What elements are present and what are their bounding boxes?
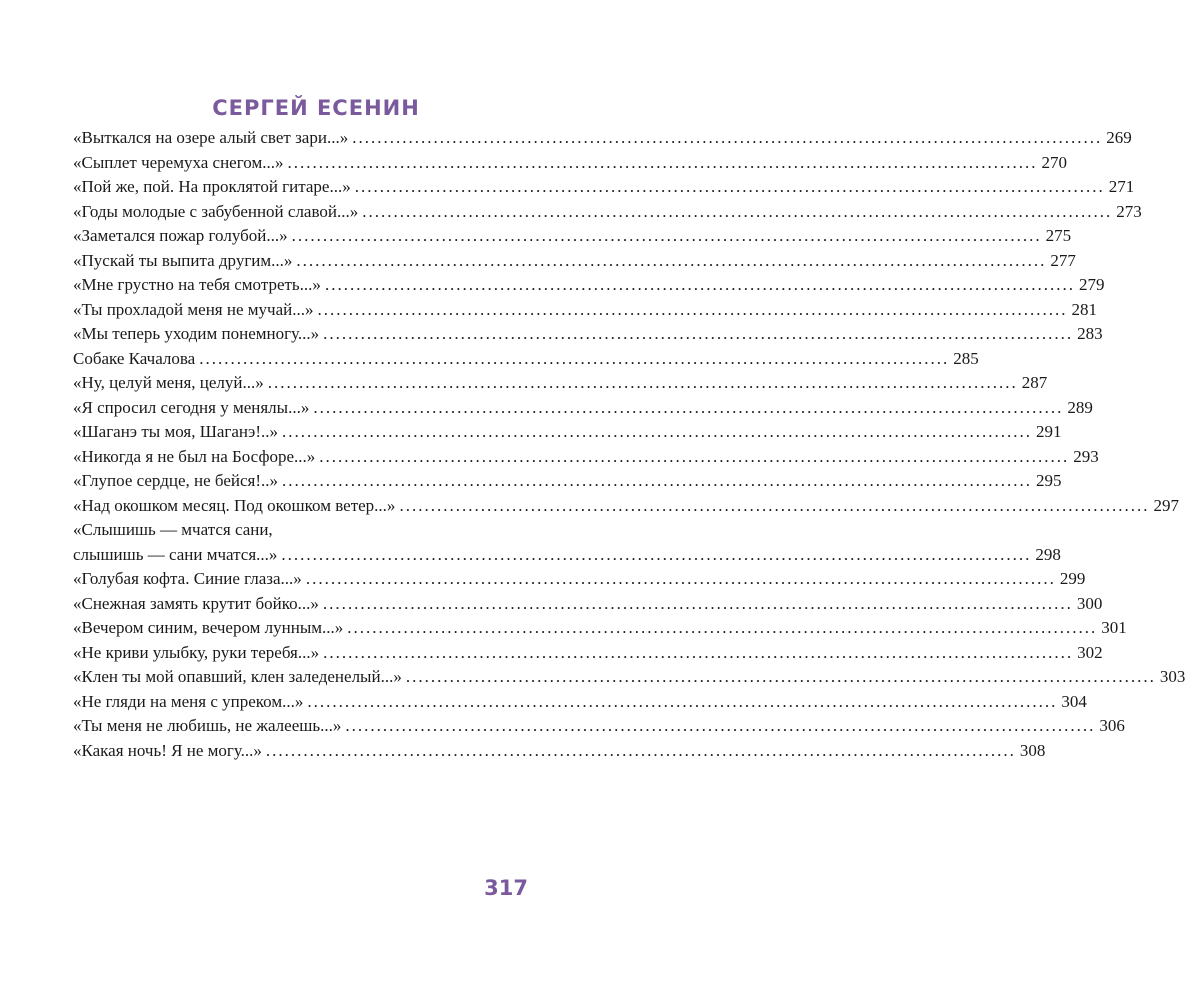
dot-leader: ........................................................................................................................: [281, 544, 1032, 564]
toc-entry: [73, 175, 1135, 200]
entry-title: «Глупое сердце, не бейся!..»: [73, 471, 278, 490]
entry-title: «Снежная замять крутит бойко...»: [73, 593, 319, 613]
dot-leader: ........................................................................................................................: [296, 250, 1047, 270]
entry-page: 306: [1099, 716, 1125, 735]
dot-leader: ........................................................................................................................: [347, 618, 1098, 637]
entry-page: 291: [1035, 422, 1062, 441]
entry-page: 295: [1036, 471, 1062, 490]
dot-leader: ........................................................................................................................: [354, 177, 1105, 196]
toc-entry-first-line: [73, 518, 526, 543]
entry-page: 308: [1019, 740, 1046, 760]
entry-title: «Я спросил сегодня у менялы...»: [73, 397, 310, 417]
toc-entry: [73, 567, 1086, 592]
entry-title: «Какая ночь! Я не могу...»: [73, 740, 262, 760]
toc-entry: [73, 200, 1142, 225]
page-number: 317: [484, 876, 528, 900]
entry-page: 275: [1045, 226, 1072, 245]
toc-entry: [73, 151, 1067, 176]
toc-entry: [73, 249, 1076, 274]
section-title: СЕРГЕЙ ЕСЕНИН: [212, 96, 420, 120]
entry-title: «Мне грустно на тебя смотреть...»: [73, 275, 321, 294]
entry-page: 289: [1067, 397, 1093, 417]
dot-leader: ........................................................................................................................: [265, 740, 1016, 760]
entry-title: «Ну, целуй меня, целуй...»: [73, 373, 264, 392]
toc-entry: [73, 494, 1179, 519]
entry-title: «Пой же, пой. На проклятой гитаре...»: [73, 177, 351, 196]
dot-leader: ........................................................................................................................: [305, 569, 1056, 588]
entry-title: «Никогда я не был на Босфоре...»: [73, 446, 316, 466]
entry-title: «Клен ты мой опавший, клен заледенелый...»: [73, 667, 402, 686]
entry-page: 281: [1071, 299, 1097, 319]
entry-page: 277: [1050, 250, 1076, 270]
dot-leader: ........................................................................................................................: [317, 299, 1068, 319]
dot-leader: ........................................................................................................................: [313, 397, 1064, 417]
entry-title: слышишь — сани мчатся...»: [73, 544, 278, 564]
dot-leader: ........................................................................................................................: [281, 422, 1032, 441]
entry-title: «Заметался пожар голубой...»: [73, 226, 288, 245]
toc-entry: [73, 739, 1046, 764]
entry-page: 297: [1153, 495, 1179, 515]
entry-title: «Ты меня не любишь, не жалеешь...»: [73, 716, 342, 735]
entry-page: 269: [1106, 128, 1132, 147]
entry-title: «Годы молодые с забубенной славой...»: [73, 201, 359, 221]
entry-title: «Не криви улыбку, руки теребя...»: [73, 642, 320, 662]
entry-title: «Сыплет черемуха снегом...»: [73, 152, 284, 172]
dot-leader: ........................................................................................................................: [405, 667, 1156, 686]
entry-title: «Не гляди на меня с упреком...»: [73, 691, 304, 711]
entry-title: «Выткался на озере алый свет зари...»: [73, 128, 349, 147]
entry-title: «Вечером синим, вечером лунным...»: [73, 618, 344, 637]
dot-leader: ........................................................................................................................: [282, 471, 1032, 490]
entry-page: 301: [1101, 618, 1127, 637]
entry-page: 293: [1073, 446, 1099, 466]
toc-entry: [73, 714, 1125, 739]
toc-entry: [73, 298, 1097, 323]
entry-page: 287: [1021, 373, 1048, 392]
dot-leader: ........................................................................................................................: [322, 593, 1073, 613]
entry-title: «Голубая кофта. Синие глаза...»: [73, 569, 302, 588]
toc-entry: [73, 641, 1103, 666]
entry-page: 283: [1077, 324, 1103, 343]
entry-page: 271: [1108, 177, 1135, 196]
dot-leader: ........................................................................................................................: [345, 716, 1096, 735]
dot-leader: ........................................................................................................................: [319, 446, 1070, 466]
dot-leader: ........................................................................................................................: [352, 128, 1103, 147]
dot-leader: ........................................................................................................................: [323, 324, 1074, 343]
entry-title: «Пускай ты выпита другим...»: [73, 250, 293, 270]
toc-entry: [73, 469, 1062, 494]
toc-entry: [73, 396, 1093, 421]
toc-entry: [73, 665, 1185, 690]
entry-page: 273: [1116, 201, 1142, 221]
entry-page: 303: [1159, 667, 1185, 686]
toc-entry: [73, 445, 1099, 470]
toc-entry: [73, 371, 1048, 396]
dot-leader: ........................................................................................................................: [307, 691, 1058, 711]
entry-title: «Над окошком месяц. Под окошком ветер...»: [73, 495, 396, 515]
dot-leader: ........................................................................................................................: [267, 373, 1018, 392]
toc-entry: [73, 347, 979, 372]
toc-entry: [73, 322, 1103, 347]
dot-leader: ........................................................................................................................: [324, 275, 1075, 294]
entry-title: «Ты прохладой меня не мучай...»: [73, 299, 314, 319]
dot-leader: ........................................................................................................................: [323, 642, 1074, 662]
entry-title-line1: «Слышишь — мчатся сани,: [73, 520, 273, 539]
dot-leader: ........................................................................................................................: [362, 201, 1113, 221]
dot-leader: ........................................................................................................................: [199, 348, 950, 368]
toc-entry: [73, 273, 1105, 298]
dot-leader: ........................................................................................................................: [291, 226, 1042, 245]
toc-entry: [73, 592, 1103, 617]
toc-entry: [73, 126, 1132, 151]
entry-page: 300: [1076, 593, 1103, 613]
entry-title: «Шаганэ ты моя, Шаганэ!..»: [73, 422, 278, 441]
entry-page: 302: [1077, 642, 1103, 662]
entry-page: 304: [1061, 691, 1087, 711]
entry-page: 298: [1035, 544, 1061, 564]
entry-title: «Мы теперь уходим понемногу...»: [73, 324, 320, 343]
toc-entry: [73, 543, 1061, 568]
toc-entry: [73, 224, 1072, 249]
toc-entry: [73, 690, 1087, 715]
dot-leader: ........................................................................................................................: [399, 495, 1150, 515]
entry-title: Собаке Качалова: [73, 348, 196, 368]
table-of-contents: [73, 126, 1185, 763]
dot-leader: ........................................................................................................................: [287, 152, 1038, 172]
entry-page: 270: [1041, 152, 1067, 172]
entry-page: 279: [1078, 275, 1105, 294]
entry-page: 299: [1059, 569, 1086, 588]
toc-entry: [73, 616, 1127, 641]
entry-page: 285: [953, 348, 979, 368]
toc-entry: [73, 420, 1062, 445]
